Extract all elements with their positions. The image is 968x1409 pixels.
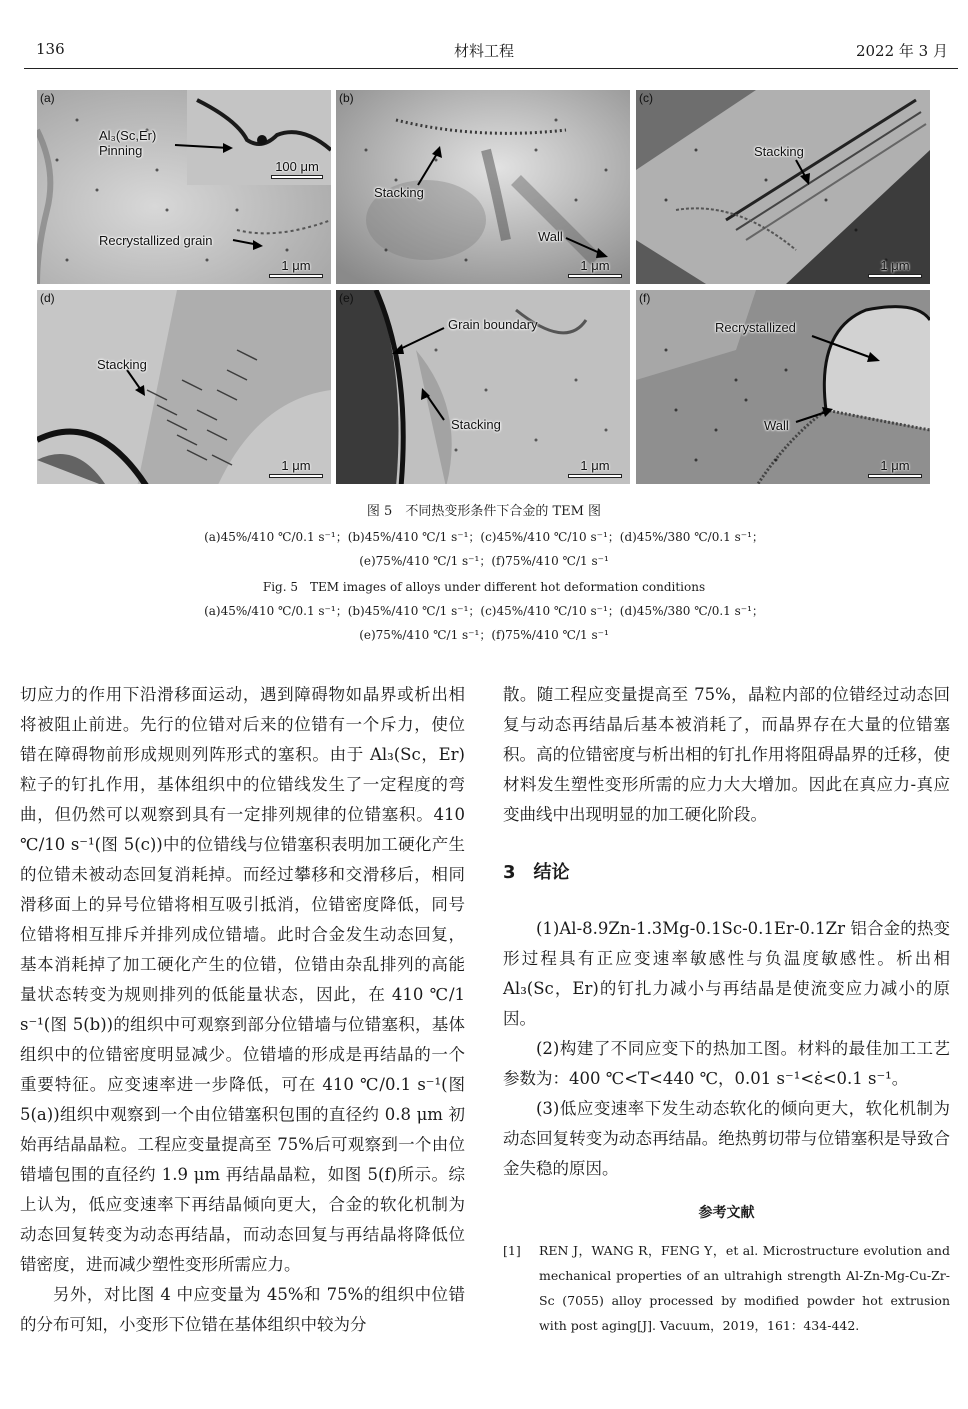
panel-d-scale-bar bbox=[269, 458, 323, 478]
header-rule bbox=[24, 68, 958, 69]
panel-e-label: (e) bbox=[339, 291, 354, 305]
figure-caption-en-line2: (e)75%/410 ℃/1 s⁻¹；(f)75%/410 ℃/1 s⁻¹ bbox=[359, 628, 609, 642]
panel-e-scale-bar bbox=[568, 458, 622, 478]
panel-d-label: (d) bbox=[40, 291, 55, 305]
panel-a-label: (a) bbox=[40, 91, 55, 105]
annotation-stacking-d: Stacking bbox=[97, 357, 147, 372]
panel-c bbox=[636, 90, 930, 284]
section-heading-conclusion: 3 结论 bbox=[503, 862, 570, 883]
annotation-grain-boundary: Grain boundary bbox=[448, 317, 538, 332]
panel-c-label: (c) bbox=[639, 91, 653, 105]
annotation-wall-f: Wall bbox=[764, 418, 789, 433]
annotation-recrystallized-f: Recrystallized bbox=[715, 320, 796, 335]
reference-1-text: REN J，WANG R，FENG Y，et al. Microstructure evolution and mechanical properties of an ultrahigh strength Al-Zn-Mg-Cu-Zr-Sc (7055) alloy processed by modified powder hot extrusion with post aging[J]. Vacuum，2019，161：434-442. bbox=[539, 1243, 950, 1333]
figure-caption-zh-line2: (e)75%/410 ℃/1 s⁻¹；(f)75%/410 ℃/1 s⁻¹ bbox=[359, 554, 609, 568]
inset-scale-bar bbox=[271, 159, 323, 179]
panel-a-micrograph bbox=[37, 90, 331, 284]
left-paragraph-1: 切应力的作用下沿滑移面运动，遇到障碍物如晶界或析出相将被阻止前进。先行的位错对后来的位错有一个斥力，使位错在障碍物前形成规则列阵形式的塞积。由于 Al₃(Sc，Er)粒子的钉扎作用，基体组织中的位错线发生了一定程度的弯曲，但仍然可以观察到具有一定排列规律的位错塞积。410 ℃/10 s⁻¹(图 5(c))中的位错线与位错塞积表明加工硬化产生的位错未被动态回复消耗掉。而经过攀移和交滑移后，相同滑移面上的异号位错将相互吸引抵消，位错密度降低，同号位错将相互排斥并排列成位错墙。此时合金发生动态回复，基本消耗掉了加工硬化产生的位错，位错由杂乱排列的高能量状态转变为规则排列的低能量状态，因此，在 410 ℃/1 s⁻¹(图 5(b))的组织中可观察到部分位错墙与位错塞积，基体组织中的位错密度明显减少。位错墙的形成是再结晶的一个重要特征。应变速率进一步降低，可在 410 ℃/0.1 s⁻¹(图 5(a))组织中观察到一个由位错塞积包围的直径约 0.8 μm 初始再结晶晶粒。工程应变量提高至 75%后可观察到一个由位错墙包围的直径约 1.9 μm 再结晶晶粒，如图 5(f)所示。综上认为，低应变速率下再结晶倾向更大，合金的软化机制为动态回复转变为动态再结晶，而动态回复与再结晶将降低位错密度，进而减少塑性变形所需应力。 bbox=[20, 685, 465, 1274]
annotation-stacking-c: Stacking bbox=[754, 144, 804, 159]
journal-title: 材料工程 bbox=[453, 42, 514, 60]
annotation-stacking-e: Stacking bbox=[451, 417, 501, 432]
panel-d-micrograph bbox=[37, 290, 331, 484]
conclusion-3: (3)低应变速率下发生动态软化的倾向更大，软化机制为动态回复转变为动态再结晶。绝热剪切带与位错塞积是导致合金失稳的原因。 bbox=[503, 1099, 950, 1178]
panel-b-label: (b) bbox=[339, 91, 354, 105]
tem-figure bbox=[37, 90, 930, 487]
issue-date: 2022 年 3 月 bbox=[855, 42, 948, 60]
panel-f-label: (f) bbox=[639, 291, 651, 305]
annotation-wall-b: Wall bbox=[538, 229, 563, 244]
conclusion-1: (1)Al-8.9Zn-1.3Mg-0.1Sc-0.1Er-0.1Zr 铝合金的热变形过程具有正应变速率敏感性与负温度敏感性。析出相 Al₃(Sc，Er)的钉扎力减小与再结晶是使流变应力减小的原因。 bbox=[503, 919, 950, 1028]
page-number: 136 bbox=[36, 40, 65, 58]
figure-caption-zh-title: 图 5 不同热变形条件下合金的 TEM 图 bbox=[366, 504, 602, 519]
panel-b-scale-label: 1 μm bbox=[580, 258, 610, 273]
figure-caption-zh-line1: (a)45%/410 ℃/0.1 s⁻¹；(b)45%/410 ℃/1 s⁻¹；(c)45%/410 ℃/10 s⁻¹；(d)45%/380 ℃/0.1 s⁻¹； bbox=[204, 530, 764, 544]
panel-c-scale-bar bbox=[868, 258, 922, 278]
figure-caption-en-title: Fig. 5 TEM images of alloys under different hot deformation conditions bbox=[262, 580, 706, 594]
right-paragraph-1: 散。随工程应变量提高至 75%，晶粒内部的位错经过动态回复与动态再结晶后基本被消耗了，而晶界存在大量的位错塞积。高的位错密度与析出相的钉扎作用将阻碍晶界的迁移，使材料发生塑性变形所需的应力大大增加。因此在真应力-真应变曲线中出现明显的加工硬化阶段。 bbox=[503, 685, 950, 824]
inset-scale-label: 100 μm bbox=[275, 159, 319, 174]
figure-caption-en-line1: (a)45%/410 ℃/0.1 s⁻¹；(b)45%/410 ℃/1 s⁻¹；(c)45%/410 ℃/10 s⁻¹；(d)45%/380 ℃/0.1 s⁻¹； bbox=[204, 604, 764, 618]
reference-1-number: [1] bbox=[503, 1243, 521, 1258]
panel-f-scale-bar bbox=[868, 458, 922, 478]
panel-f bbox=[636, 290, 930, 484]
panel-b-scale-bar bbox=[568, 258, 622, 278]
annotation-stacking-b: Stacking bbox=[374, 185, 424, 200]
panel-c-micrograph bbox=[636, 90, 930, 284]
reference-1 bbox=[503, 1238, 950, 1338]
annotation-pinning: Al₃(Sc,Er) Pinning bbox=[99, 128, 157, 158]
panel-f-scale-label: 1 μm bbox=[880, 458, 910, 473]
panel-e bbox=[336, 290, 630, 484]
references-heading: 参考文献 bbox=[698, 1205, 755, 1221]
panel-a bbox=[37, 90, 331, 284]
panel-e-scale-label: 1 μm bbox=[580, 458, 610, 473]
panel-d bbox=[37, 290, 331, 484]
panel-a-scale-bar bbox=[269, 258, 323, 278]
conclusion-2: (2)构建了不同应变下的热加工图。材料的最佳加工工艺参数为：400 ℃<T<440 ℃，0.01 s⁻¹<ε̇<0.1 s⁻¹。 bbox=[503, 1039, 950, 1088]
left-column bbox=[20, 680, 465, 1340]
panel-b bbox=[336, 90, 630, 284]
left-paragraph-2: 另外，对比图 4 中应变量为 45%和 75%的组织中位错的分布可知，小变形下位错在基体组织中较为分 bbox=[20, 1285, 465, 1334]
annotation-recrystallized-grain: Recrystallized grain bbox=[99, 233, 213, 248]
right-column bbox=[503, 680, 950, 1338]
panel-a-scale-label: 1 μm bbox=[281, 258, 311, 273]
panel-d-scale-label: 1 μm bbox=[281, 458, 311, 473]
panel-c-scale-label: 1 μm bbox=[880, 258, 910, 273]
